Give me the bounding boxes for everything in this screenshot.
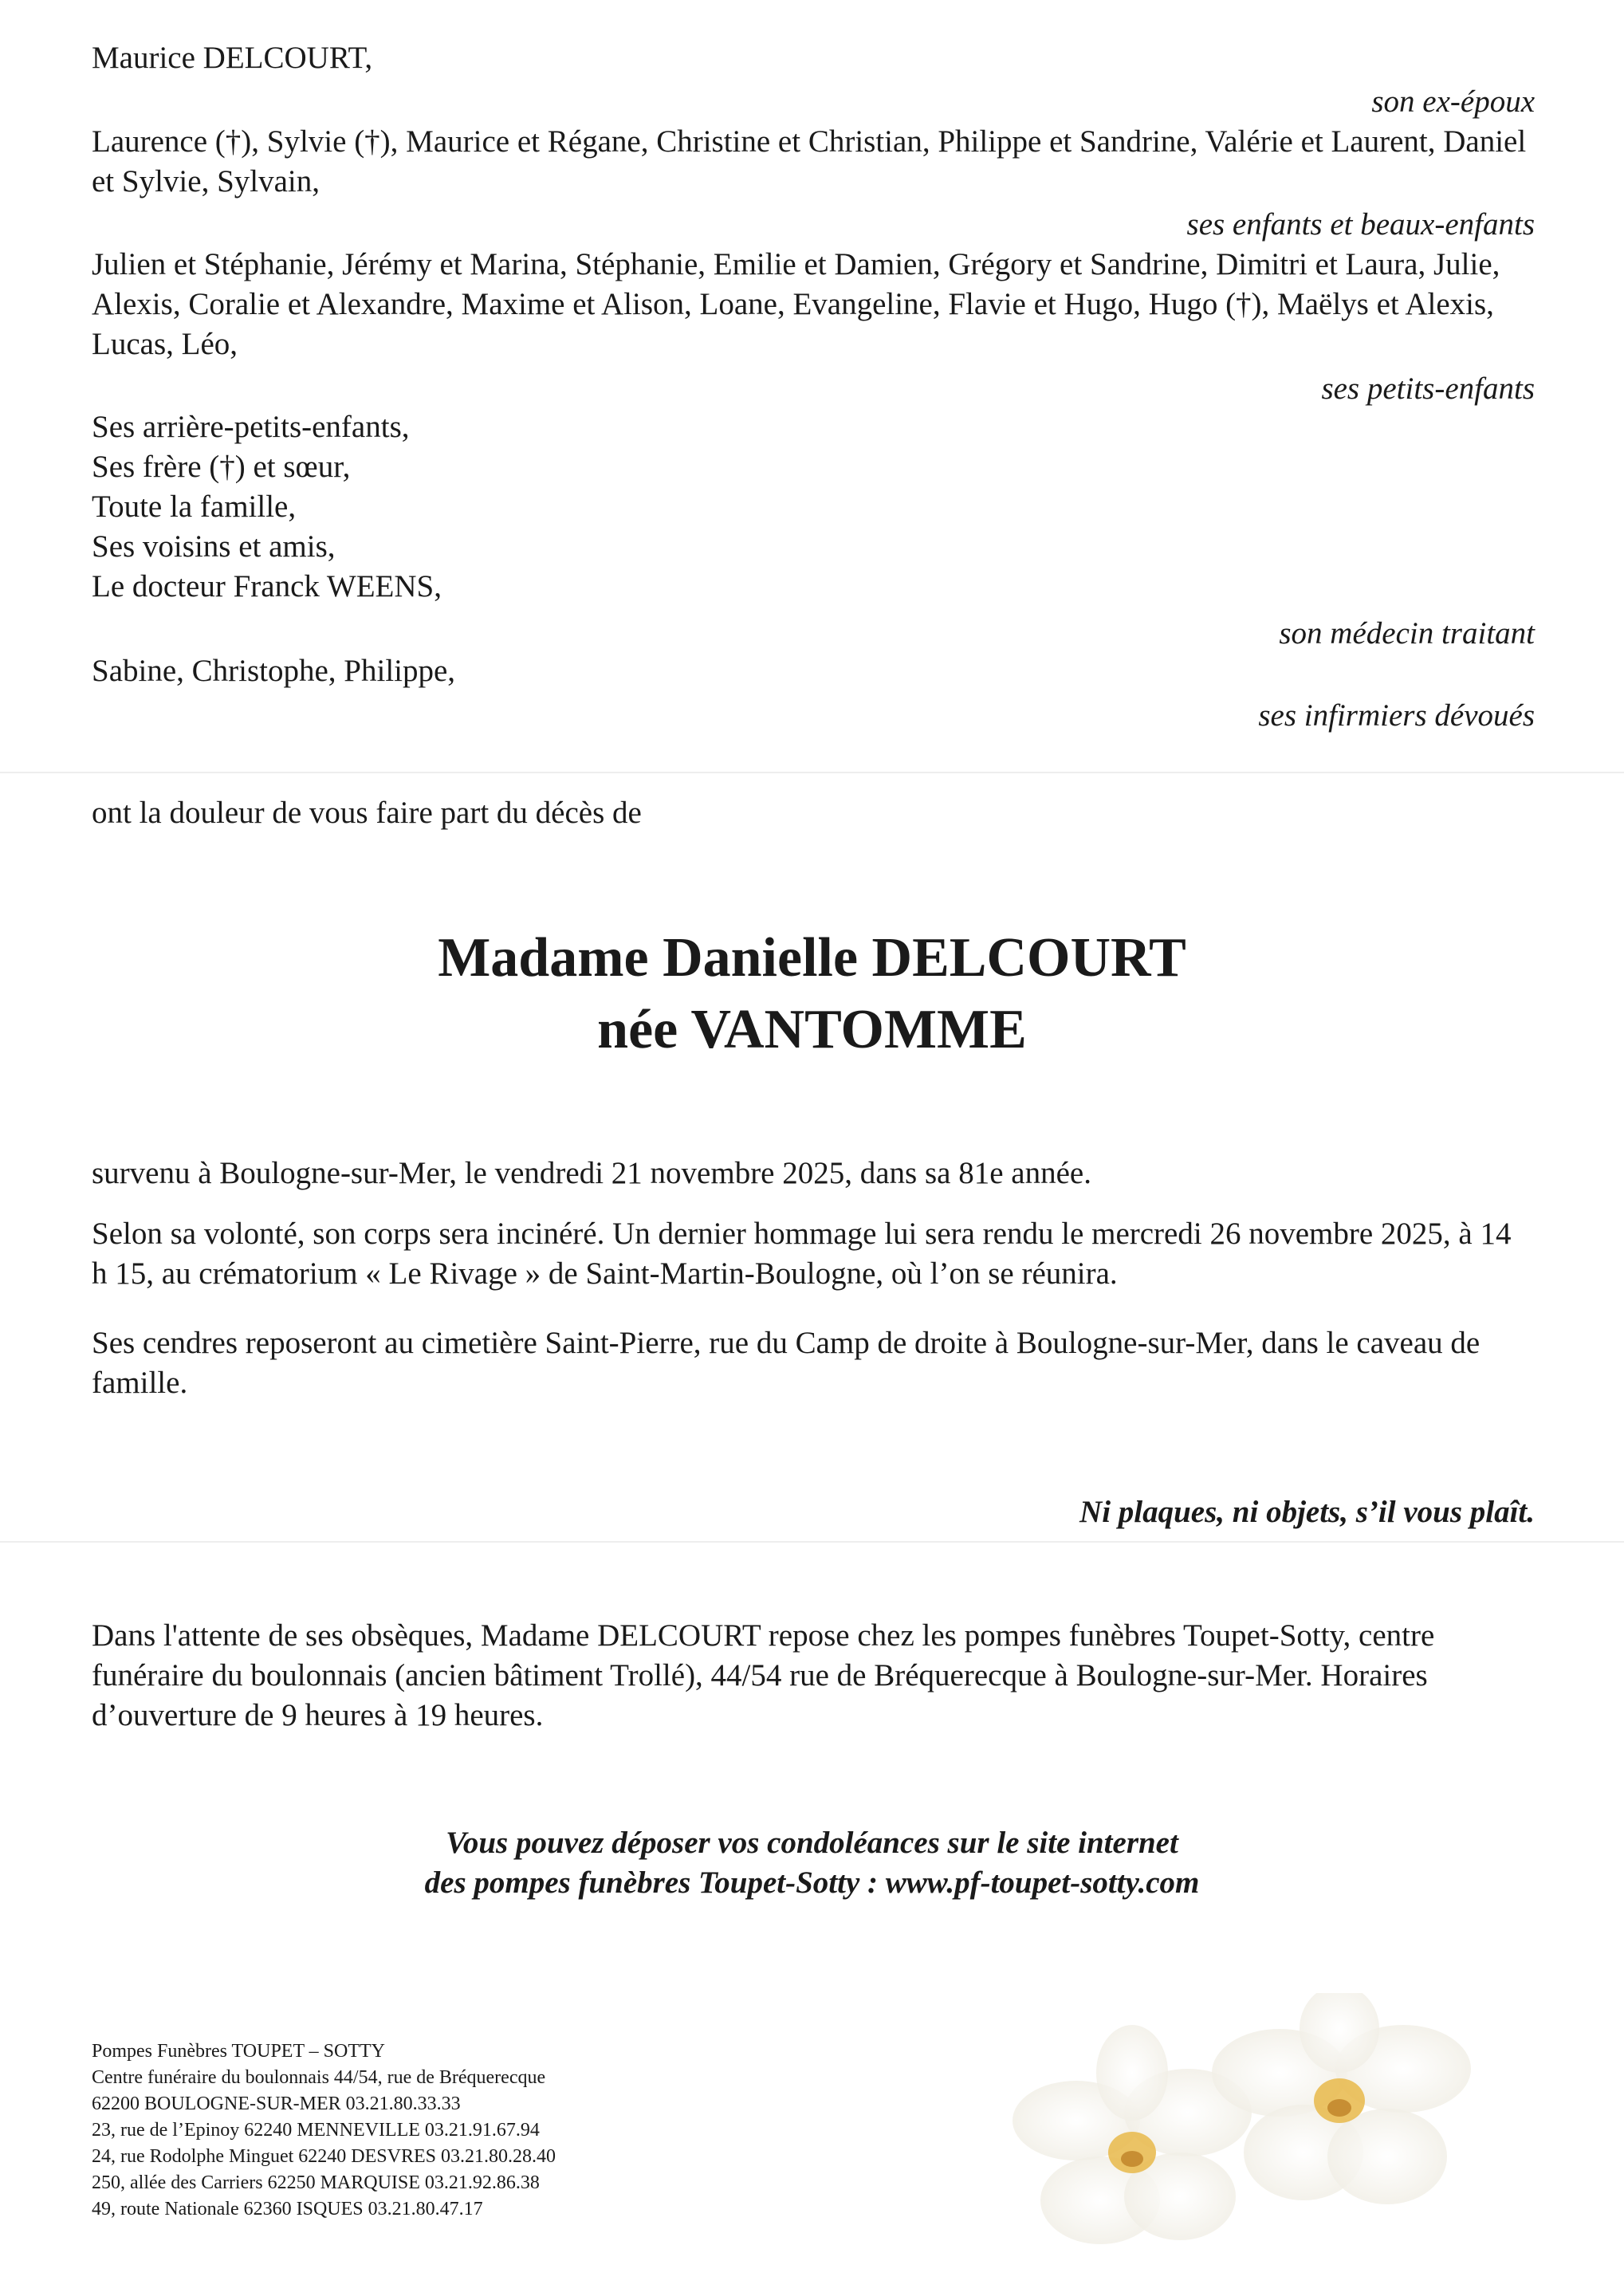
nurses-role: ses infirmiers dévoués [1258,698,1535,733]
children-names: Laurence (†), Sylvie (†), Maurice et Régane, Christine et Christian, Philippe et Sandrine, Valérie et Laurent, Daniel et Sylvie, Sylvain, [92,124,1527,199]
spouse-role: son ex-époux [1371,85,1535,119]
rest-information: Dans l'attente de ses obsèques, Madame DELCOURT repose chez les pompes funèbres Toupet-Sotty, centre funéraire du boulonnais (ancien bâtiment Trollé), 44/54 rue de Bréquerecque à Boulogne-sur-Mer. Horaires d’ouverture de 9 heures à 19 heures. [92,1618,1435,1732]
no-plaques-request: Ni plaques, ni objets, s’il vous plaît. [1079,1495,1535,1529]
condolences-line-1: Vous pouvez déposer vos condoléances sur le site internet [446,1826,1178,1860]
other-relatives [92,407,1533,607]
footer-line: 62200 BOULOGNE-SUR-MER 03.21.80.33.33 [92,2094,461,2114]
doctor-name: Le docteur Franck WEENS, [92,569,442,603]
deceased-maiden-name: née VANTOMME [597,999,1027,1060]
deceased-name: Madame Danielle DELCOURT [438,927,1186,989]
footer-line: Pompes Funèbres TOUPET – SOTTY [92,2041,386,2062]
death-details: survenu à Boulogne-sur-Mer, le vendredi 21 novembre 2025, dans sa 81e année. [92,1156,1091,1190]
footer-line: 49, route Nationale 62360 ISQUES 03.21.80.47.17 [92,2199,483,2219]
announcement-intro: ont la douleur de vous faire part du décès de [92,796,642,830]
nurses-names: Sabine, Christophe, Philippe, [92,654,456,688]
footer-line: 23, rue de l’Epinoy 62240 MENNEVILLE 03.21.91.67.94 [92,2120,540,2141]
spouse-name: Maurice DELCOURT, [92,41,373,75]
grandchildren-role: ses petits-enfants [1321,372,1535,406]
orchid-flower-left [1013,2025,1252,2244]
fold-line [0,1541,1624,1543]
fold-line [0,772,1624,773]
footer-line: Centre funéraire du boulonnais 44/54, rue de Bréquerecque [92,2067,546,2088]
footer-line: 250, allée des Carriers 62250 MARQUISE 03.21.92.86.38 [92,2172,540,2193]
relative-line: Ses arrière-petits-enfants, [92,410,410,444]
orchid-flowers-image [941,1993,1547,2264]
doctor-role: son médecin traitant [1279,616,1535,651]
footer-line: 24, rue Rodolphe Minguet 62240 DESVRES 03.21.80.28.40 [92,2146,556,2167]
relative-line: Ses voisins et amis, [92,529,336,564]
ceremony-details: Selon sa volonté, son corps sera incinéré. Un dernier hommage lui sera rendu le mercredi 26 novembre 2025, à 14 h 15, au crématorium « Le Rivage » de Saint-Martin-Boulogne, où l’on se réunira. [92,1217,1512,1291]
relative-line: Ses frère (†) et sœur, [92,450,351,484]
children-role: ses enfants et beaux-enfants [1186,207,1535,242]
condolences-line-2: des pompes funèbres Toupet-Sotty : www.pf-toupet-sotty.com [424,1866,1200,1900]
ashes-details: Ses cendres reposeront au cimetière Saint-Pierre, rue du Camp de droite à Boulogne-sur-Mer, dans le caveau de famille. [92,1326,1480,1400]
funeral-home-contact [92,2038,556,2223]
grandchildren-names: Julien et Stéphanie, Jérémy et Marina, Stéphanie, Emilie et Damien, Grégory et Sandrine, Dimitri et Laura, Julie, Alexis, Coralie et Alexandre, Maxime et Alison, Loane, Evangeline, Flavie et Hugo, Hugo (†), Maëlys et Alexis, Lucas, Léo, [92,247,1500,361]
relative-line: Toute la famille, [92,489,297,524]
orchid-flower-right [1212,1993,1471,2204]
